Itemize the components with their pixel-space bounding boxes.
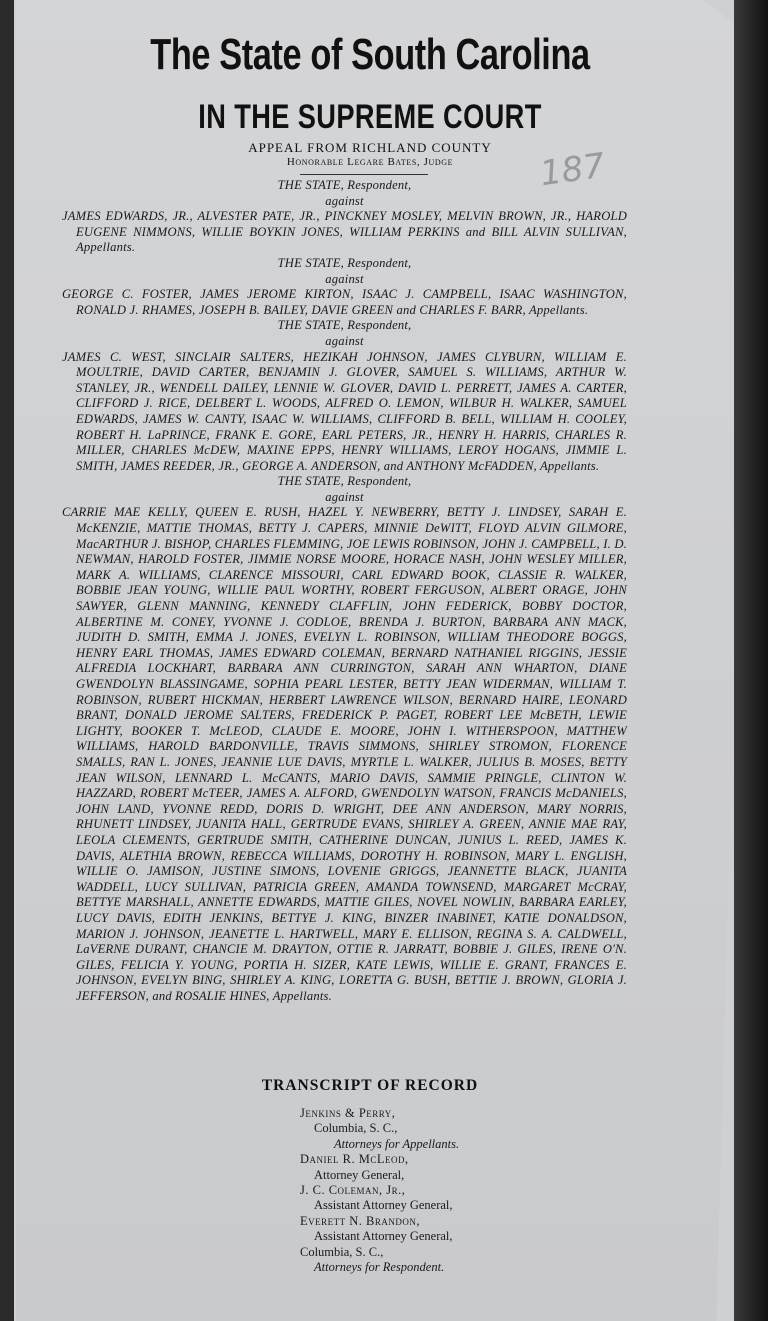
assistant-ag-name: J. C. Coleman, Jr., bbox=[300, 1183, 406, 1198]
respondent-role: Attorneys for Respondent. bbox=[314, 1260, 445, 1275]
attorneys-block bbox=[300, 1106, 459, 1275]
appellants-list: JAMES C. WEST, SINCLAIR SALTERS, HEZIKAH JOHNSON, JAMES CLYBURN, WILLIAM E. MOULTRIE, DAVID CARTER, BENJAMIN J. GLOVER, SAMUEL S. WILLIAMS, ARTHUR W. STANLEY, JR., WENDELL DAILEY, LENNIE W. GLOVER, DAVID L. PERRETT, JAMES A. CARTER, CLIFFORD J. RICE, DELBERT L. WOODS, ALFRED O. LEMON, WILBUR H. WALKER, SAMUEL EDWARDS, JAMES W. CANTY, ISAAC W. WILLIAMS, CLIFFORD B. BELL, WILLIAM H. COOLEY, ROBERT H. LaPRINCE, FRANK E. GORE, EARL PETERS, JR., HENRY H. HARRIS, CHARLES R. MILLER, CHARLES McDEW, MAXINE EPPS, HENRY WILLIAMS, LEROY HOGANS, JIMMIE L. SMITH, JAMES REEDER, JR., GEORGE A. ANDERSON, and ANTHONY McFADDEN, Appellants. bbox=[62, 349, 627, 473]
respondent-line: THE STATE, Respondent, bbox=[277, 318, 412, 333]
respondent-city: Columbia, S. C., bbox=[300, 1244, 384, 1259]
attorney-general-name: Daniel R. McLeod, bbox=[300, 1152, 409, 1167]
assistant-ag-title: Assistant Attorney General, bbox=[314, 1198, 453, 1213]
case-caption bbox=[62, 178, 627, 1004]
appellants-city: Columbia, S. C., bbox=[314, 1121, 398, 1136]
appellants-firm: Jenkins & Perry, bbox=[300, 1106, 396, 1120]
handwritten-number: 187 bbox=[537, 145, 608, 195]
document-title: The State of South Carolina bbox=[150, 30, 590, 79]
against-line: against bbox=[325, 193, 364, 208]
assistant-ag-name: Everett N. Brandon, bbox=[300, 1213, 420, 1228]
assistant-ag-title: Assistant Attorney General, bbox=[314, 1229, 453, 1244]
respondent-line: THE STATE, Respondent, bbox=[277, 178, 412, 192]
appeal-line: APPEAL FROM RICHLAND COUNTY bbox=[248, 140, 492, 155]
appellants-list: CARRIE MAE KELLY, QUEEN E. RUSH, HAZEL Y. NEWBERRY, BETTY J. LINDSEY, SARAH E. McKENZIE, MATTIE THOMAS, BETTY J. CAPERS, MINNIE DeWITT, FLOYD ALVIN GILMORE, MacARTHUR J. BISHOP, CHARLES FLEMMING, JOE LEWIS ROBINSON, JOHN J. CAMPBELL, I. D. NEWMAN, HAROLD FOSTER, JIMMIE NORSE MOORE, HORACE NASH, JOHN WESLEY MILLER, MARK A. WILLIAMS, CLARENCE MISSOURI, CARL EDWARD BOOK, CLASSIE R. WALKER, BOBBIE JEAN YOUNG, WILLIE PAUL WORTHY, ROBERT FERGUSON, ALBERT ORAGE, JOHN SAWYER, GLENN MANNING, KENNEDY CLAFFLIN, JOHN FEDERICK, BOBBY DOCTOR, ALBERTINE M. CONEY, YVONNE J. CODLOE, BRENDA J. BURTON, BARBARA ANN MACK, JUDITH D. SMITH, EMMA J. JONES, EVELYN L. ROBINSON, WILLIAM THEODORE BOGGS, HENRY EARL THOMAS, JAMES EDWARD COLEMAN, BERNARD NATHANIEL RIGGINS, JESSIE ALFREDIA LOCKHART, BARBARA ANN CURRINGTON, SARAH ANN WHARTON, DIANE GWENDOLYN BLASSINGAME, SOPHIA PEARL LESTER, BETTY JEAN WIDERMAN, WILLIAM T. ROBINSON, RUBERT HICKMAN, HERBERT LAWRENCE WILSON, BERNARD HAIRE, LEONARD BRANT, DONALD JEROME SALTERS, FREDERICK P. PAGET, ROBERT LEE McBETH, LEWIE LIGHTY, BOOKER T. McLEOD, CLAUDE E. MOORE, JOHN I. WITHERSPOON, MATTHEW WILLIAMS, HAROLD BARDONVILLE, TRAVIS SIMMONS, SHIRLEY STROMON, FLORENCE SMALLS, RAN L. JONES, JEANNIE LUE DAVIS, MYRTLE L. WALKER, JULIUS B. MOSES, BETTY JEAN WILSON, LENNARD L. McCANTS, MARIO DAVIS, SAMMIE PRINGLE, CLINTON W. HAZZARD, ROBERT McTEER, JAMES A. ALFORD, GWENDOLYN WATSON, FRANCIS McDANIELS, JOHN LAND, YVONNE REDD, DORIS D. WRIGHT, DEE ANN ANDERSON, MARY NORRIS, RHUNETT LINDSEY, JUANITA HALL, GERTRUDE EVANS, SHIRLEY A. GREEN, ANNIE MAE RAY, LEOLA CLEMENTS, GERTRUDE SMITH, CATHERINE DUNCAN, JUNIUS L. REED, JAMES K. DAVIS, ALETHIA BROWN, REBECCA WILLIAMS, DOROTHY H. ROBINSON, MARY L. ENGLISH, WILLIE O. JAMISON, JUSTINE SIMONS, LOVENIE GRIGGS, JEANNETTE BLACK, JUANITA WADDELL, LUCY SULLIVAN, PATRICIA GREEN, AMANDA TOWNSEND, MARGARET McCRAY, BETTYE MARSHALL, ANNETTE EDWARDS, MATTIE GILES, NOVEL NOWLIN, BARBARA EARLEY, LUCY DAVIS, EDITH JENKINS, BETTYE J. KING, BINZER INABINET, KATIE DONALDSON, MARION J. JOHNSON, JEANETTE L. HARTWELL, MARY E. ELLISON, REGINA S. A. CALDWELL, LaVERNE DURANT, CHANCIE M. DRAYTON, OTTIE R. JARRATT, BOBBIE J. GILES, IRENE O'N. GILES, FELICIA Y. YOUNG, PORTIA H. SIZER, KATE LEWIS, WILLIE E. GRANT, FRANCES E. JOHNSON, EVELYN BING, SHIRLEY A. KING, LORETTA G. BUSH, BETTIE J. BROWN, GLORIA J. JEFFERSON, and ROSALIE HINES, Appellants. bbox=[62, 505, 627, 1003]
appellants-role: Attorneys for Appellants. bbox=[334, 1136, 460, 1151]
binding-edge bbox=[0, 0, 14, 1321]
divider-rule bbox=[300, 174, 428, 175]
appellants-list: GEORGE C. FOSTER, JAMES JEROME KIRTON, ISAAC J. CAMPBELL, ISAAC WASHINGTON, RONALD J. RHAMES, JOSEPH B. BAILEY, DAVIE GREEN and CHARLES F. BARR, Appellants. bbox=[62, 287, 627, 317]
dark-background-edge bbox=[734, 0, 768, 1321]
attorney-general-title: Attorney General, bbox=[314, 1167, 405, 1182]
respondent-line: THE STATE, Respondent, bbox=[277, 474, 412, 489]
against-line: against bbox=[325, 489, 364, 504]
court-heading: IN THE SUPREME COURT bbox=[198, 98, 542, 136]
transcript-heading: TRANSCRIPT OF RECORD bbox=[261, 1077, 479, 1094]
against-line: against bbox=[325, 333, 364, 348]
judge-line: Honorable Legare Bates, Judge bbox=[286, 156, 454, 168]
respondent-line: THE STATE, Respondent, bbox=[277, 255, 412, 270]
appellants-list: JAMES EDWARDS, JR., ALVESTER PATE, JR., PINCKNEY MOSLEY, MELVIN BROWN, JR., HAROLD EUGENE NIMMONS, WILLIE BOYKIN JONES, WILLIAM PERKINS and BILL ALVIN SULLIVAN, Appellants. bbox=[62, 209, 627, 255]
against-line: against bbox=[325, 271, 364, 286]
